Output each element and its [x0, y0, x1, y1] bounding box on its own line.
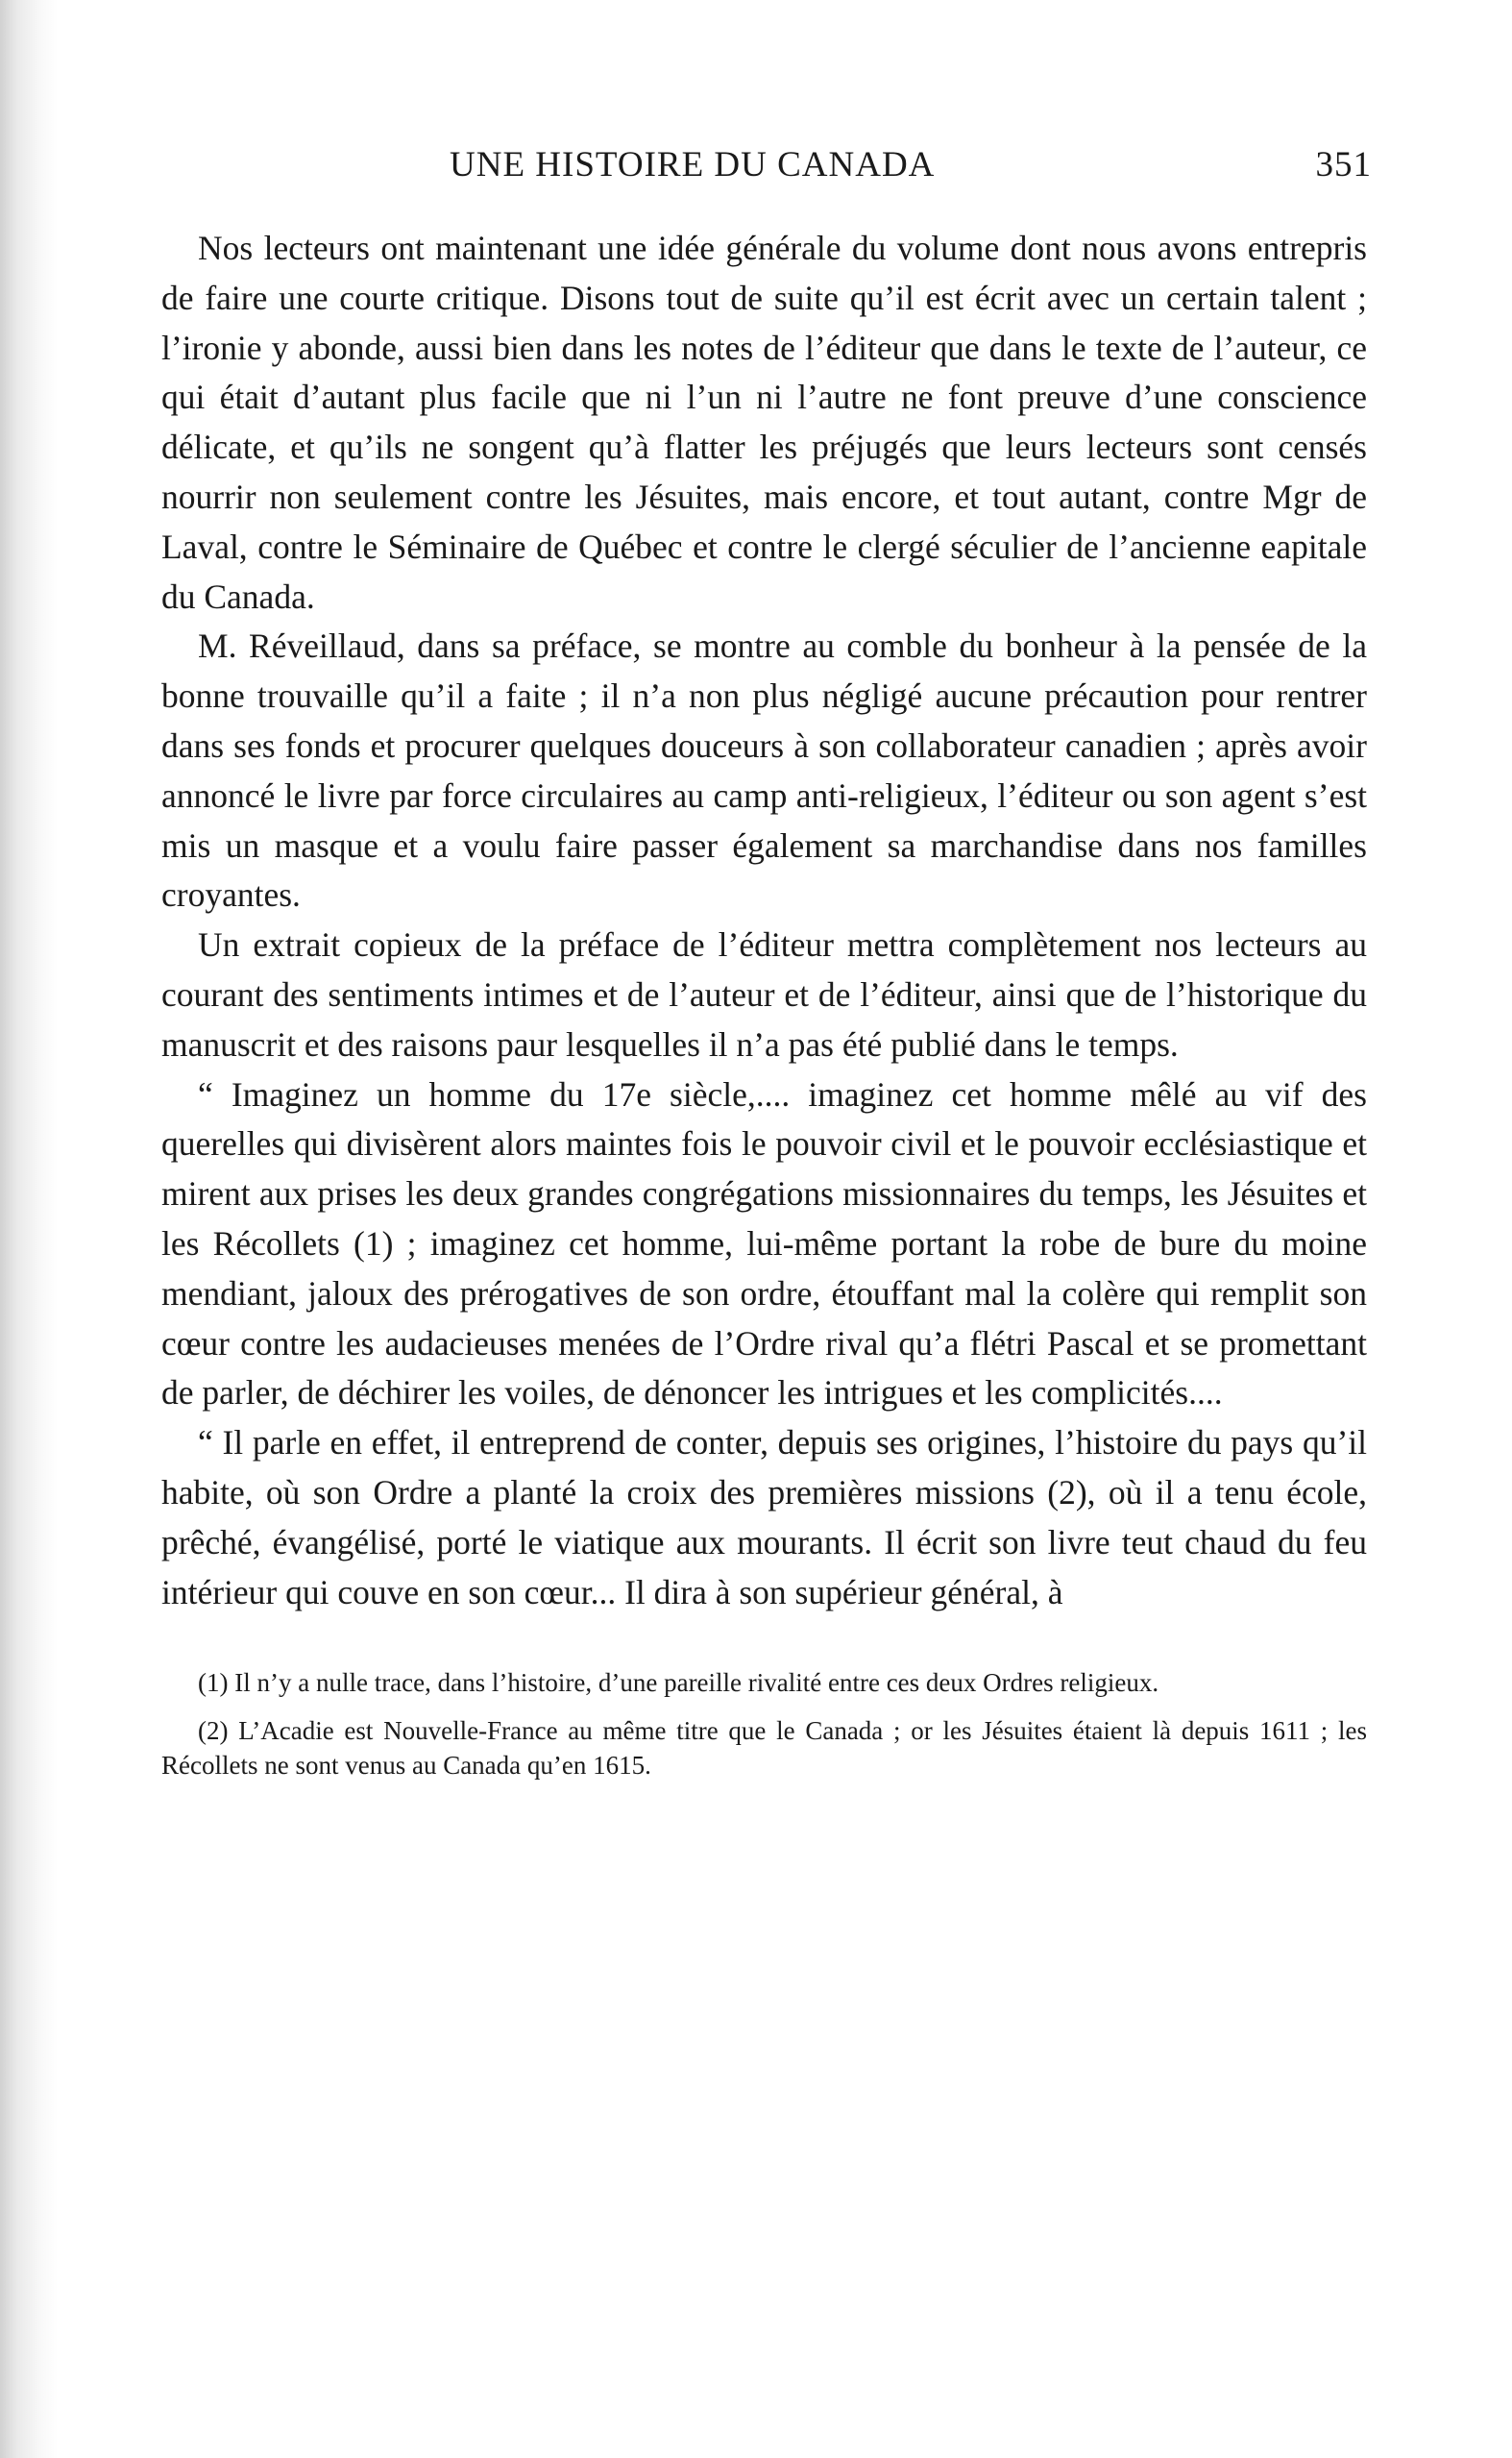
paragraph: M. Réveillaud, dans sa préface, se montre au comble du bonheur à la pensée de la bonne trouvaille qu’il a faite ; il n’a non plus négligé aucune précaution pour rentrer dans ses fonds et procurer quelques douceurs à son collaborateur canadien ; après avoir annoncé le livre par force circulaires au camp anti-religieux, l’éditeur ou son agent s’est mis un masque et a voulu faire passer également sa marchandise dans nos familles croyantes. [161, 627, 1367, 915]
page-binding-edge [0, 0, 58, 2458]
running-header [161, 135, 1372, 192]
footnote [161, 1713, 1367, 1782]
quoted-paragraph: “ Il parle en effet, il entreprend de conter, depuis ses origines, l’histoire du pays qu’il habite, où son Ordre a planté la croix des premières missions (2), où il a tenu école, prêché, évangélisé, porté le viatique aux mourants. Il écrit son livre teut chaud du feu intérieur qui couve en son cœur... Il dira à son supérieur général, à [161, 1423, 1367, 1611]
footnote-text: L’Acadie est Nouvelle-France au même titre que le Canada ; or les Jésuites étaient là depuis 1611 ; les Récollets ne sont venus au Canada qu’en 1615. [161, 1716, 1368, 1781]
footnote-mark: (1) [198, 1668, 229, 1698]
running-title: UNE HISTOIRE DU CANADA [450, 145, 936, 184]
footnotes [161, 1665, 1367, 1782]
book-page [161, 135, 1372, 1796]
page-number: 351 [1315, 145, 1372, 184]
paragraph: Nos lecteurs ont maintenant une idée générale du volume dont nous avons entrepris de faire une courte critique. Disons tout de suite qu’il est écrit avec un certain talent ; l’ironie y abonde, aussi bien dans les notes de l’éditeur que dans le texte de l’auteur, ce qui était d’autant plus facile que ni l’un ni l’autre ne font preuve d’une conscience délicate, et qu’ils ne songent qu’à flatter les préjugés que leurs lecteurs sont censés nourrir non seulement contre les Jésuites, mais encore, et tout autant, contre Mgr de Laval, contre le Séminaire de Québec et contre le clergé séculier de l’ancienne eapitale du Canada. [161, 229, 1367, 616]
footnote [161, 1665, 1367, 1700]
body-text [161, 224, 1367, 1617]
quoted-paragraph: “ Imaginez un homme du 17e siècle,.... imaginez cet homme mêlé au vif des querelles qui divisèrent alors maintes fois le pouvoir civil et le pouvoir ecclésiastique et mirent aux prises les deux grandes congrégations missionnaires du temps, les Jésuites et les Récollets (1) ; imaginez cet homme, lui-même portant la robe de bure du moine mendiant, jaloux des prérogatives de son ordre, étouffant mal la colère qui remplit son cœur contre les audacieuses menées de l’Ordre rival qu’a flétri Pascal et se promettant de parler, de déchirer les voiles, de dénoncer les intrigues et les complicités.... [161, 1074, 1367, 1413]
footnote-text: Il n’y a nulle trace, dans l’histoire, d’une pareille rivalité entre ces deux Ordres religieux. [234, 1668, 1159, 1698]
footnote-mark: (2) [198, 1716, 229, 1746]
paragraph: Un extrait copieux de la préface de l’éditeur mettra complètement nos lecteurs au courant des sentiments intimes et de l’auteur et de l’éditeur, ainsi que de l’historique du manuscrit et des raisons paur lesquelles il n’a pas été publié dans le temps. [161, 925, 1367, 1064]
